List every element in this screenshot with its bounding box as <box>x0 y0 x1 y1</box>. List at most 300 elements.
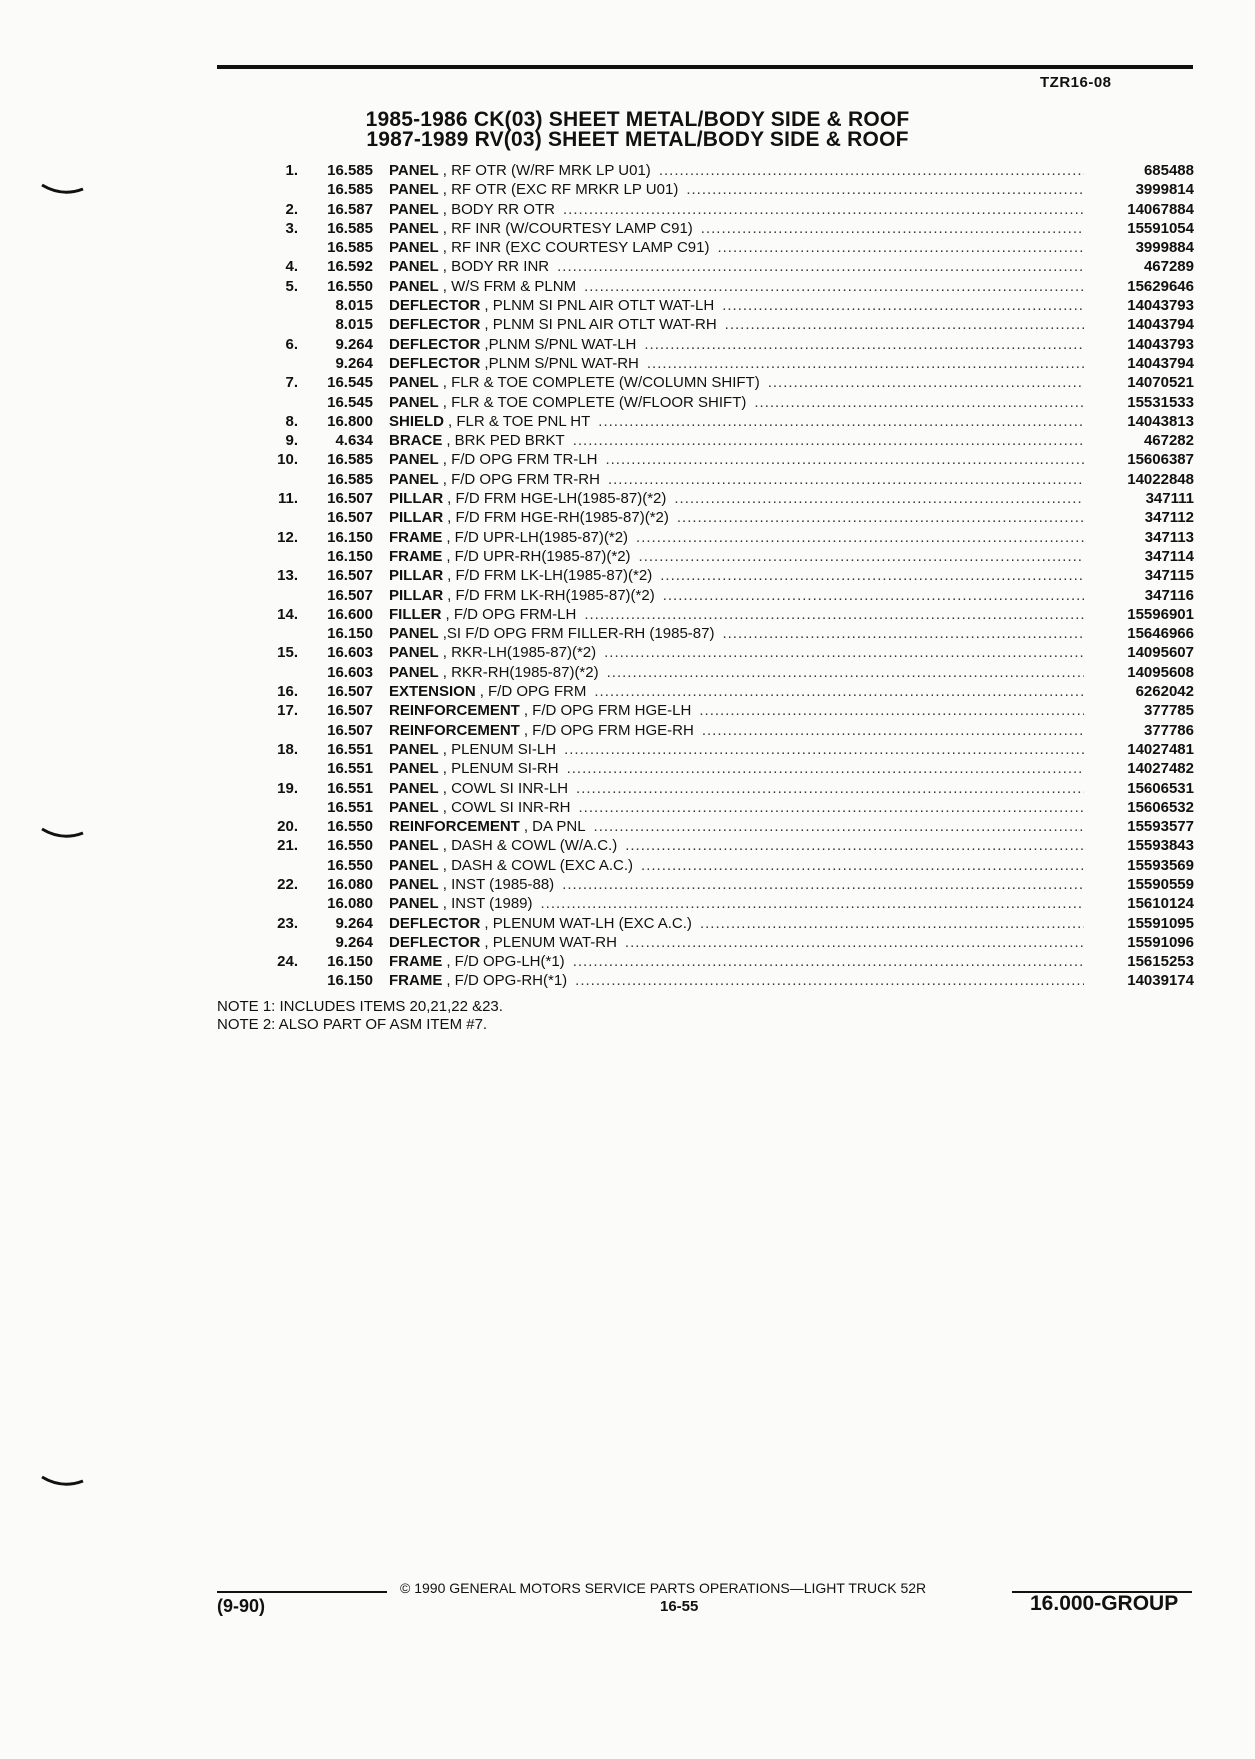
part-detail: , BRK PED BRKT <box>446 432 565 450</box>
part-row <box>0 431 1255 450</box>
part-description <box>389 219 1084 238</box>
part-description <box>389 740 1084 759</box>
group-number: 9.264 <box>335 354 373 372</box>
group-number: 9.264 <box>335 335 373 353</box>
part-description <box>389 701 1084 720</box>
group-number: 16.587 <box>327 200 373 218</box>
part-number: 347113 <box>1144 528 1194 546</box>
item-number: 19. <box>277 779 298 797</box>
part-row <box>0 257 1255 276</box>
group-number: 16.507 <box>327 683 373 701</box>
part-number: 15606531 <box>1127 779 1194 797</box>
part-description <box>389 277 1084 296</box>
item-number: 8. <box>285 412 298 430</box>
part-detail: , PLNM SI PNL AIR OTLT WAT-RH <box>484 316 717 334</box>
part-description <box>389 470 1084 489</box>
part-name: PANEL <box>389 760 439 778</box>
part-number: 467289 <box>1143 258 1194 276</box>
part-row <box>0 605 1255 624</box>
part-description <box>389 508 1084 527</box>
part-row <box>0 528 1255 547</box>
part-description <box>389 605 1084 624</box>
part-description <box>389 335 1084 354</box>
group-number: 16.545 <box>327 374 373 392</box>
part-number: 15606387 <box>1127 451 1194 469</box>
part-detail: , FLR & TOE PNL HT <box>448 412 591 430</box>
part-number: 14070521 <box>1127 374 1194 392</box>
part-detail: , F/D FRM LK-RH(1985-87)(*2) <box>447 586 655 604</box>
part-description <box>389 856 1084 875</box>
part-description <box>389 817 1084 836</box>
part-description <box>389 547 1084 566</box>
item-number: 23. <box>277 914 298 932</box>
group-label: 16.000-GROUP <box>1030 1592 1179 1615</box>
leader-dots <box>573 431 1084 450</box>
part-detail: , F/D OPG FRM <box>479 683 587 701</box>
part-detail: , FLR & TOE COMPLETE (W/COLUMN SHIFT) <box>442 374 760 392</box>
part-description <box>389 528 1084 547</box>
part-row <box>0 624 1255 643</box>
part-description <box>389 875 1084 894</box>
group-number: 16.080 <box>327 875 373 893</box>
part-name: DEFLECTOR <box>389 354 481 372</box>
part-row <box>0 894 1255 913</box>
part-description <box>389 759 1084 778</box>
copyright-text: © 1990 GENERAL MOTORS SERVICE PARTS OPERATIONS—LIGHT TRUCK 52R <box>400 1580 927 1596</box>
part-row <box>0 798 1255 817</box>
part-detail: , RF INR (EXC COURTESY LAMP C91) <box>442 239 710 257</box>
leader-dots <box>701 219 1084 238</box>
item-number: 16. <box>277 683 298 701</box>
group-number: 16.600 <box>327 605 373 623</box>
item-number: 11. <box>277 490 298 508</box>
leader-dots <box>567 759 1084 778</box>
part-row <box>0 219 1255 238</box>
part-name: DEFLECTOR <box>389 335 481 353</box>
part-row <box>0 393 1255 412</box>
part-name: PANEL <box>389 798 439 816</box>
part-name: PANEL <box>389 219 439 237</box>
part-name: REINFORCEMENT <box>389 818 520 836</box>
part-row <box>0 952 1255 971</box>
part-detail: , BODY RR OTR <box>442 200 555 218</box>
part-number: 6262042 <box>1135 683 1194 701</box>
part-number: 14043793 <box>1127 297 1194 315</box>
part-number: 347112 <box>1144 509 1194 527</box>
group-number: 8.015 <box>335 316 373 334</box>
part-row <box>0 200 1255 219</box>
leader-dots <box>576 779 1084 798</box>
part-description <box>389 200 1084 219</box>
leader-dots <box>557 257 1084 276</box>
group-number: 16.150 <box>327 528 373 546</box>
part-name: SHIELD <box>389 412 445 430</box>
leader-dots <box>575 971 1084 990</box>
item-number: 17. <box>277 702 298 720</box>
leader-dots <box>584 605 1084 624</box>
part-row <box>0 586 1255 605</box>
group-number: 16.585 <box>327 451 373 469</box>
leader-dots <box>579 798 1084 817</box>
group-number: 16.551 <box>327 779 373 797</box>
group-number: 16.585 <box>327 219 373 237</box>
part-name: PANEL <box>389 277 439 295</box>
part-description <box>389 161 1084 180</box>
binder-hole-mark <box>40 183 85 195</box>
part-detail: , PLENUM SI-RH <box>442 760 559 778</box>
part-row <box>0 682 1255 701</box>
item-number: 5. <box>285 277 298 295</box>
part-name: PANEL <box>389 374 439 392</box>
item-number: 2. <box>285 200 298 218</box>
part-name: PANEL <box>389 856 439 874</box>
part-name: DEFLECTOR <box>389 316 481 334</box>
part-name: PANEL <box>389 740 439 758</box>
part-name: PANEL <box>389 162 439 179</box>
part-detail: , INST (1985-88) <box>442 875 555 893</box>
part-detail: ,PLNM S/PNL WAT-LH <box>484 335 637 353</box>
leader-dots <box>754 393 1084 412</box>
part-row <box>0 335 1255 354</box>
group-number: 16.550 <box>327 856 373 874</box>
part-detail: , DASH & COWL (W/A.C.) <box>442 837 618 855</box>
part-row <box>0 566 1255 585</box>
leader-dots <box>674 489 1084 508</box>
part-name: REINFORCEMENT <box>389 702 520 720</box>
group-number: 8.015 <box>335 297 373 315</box>
part-row <box>0 161 1255 180</box>
part-name: PILLAR <box>389 567 444 585</box>
leader-dots <box>636 528 1084 547</box>
item-number: 1. <box>285 162 298 179</box>
part-row <box>0 740 1255 759</box>
part-detail: , F/D OPG FRM TR-LH <box>442 451 598 469</box>
part-row <box>0 489 1255 508</box>
part-detail: ,SI F/D OPG FRM FILLER-RH (1985-87) <box>442 625 715 643</box>
part-description <box>389 431 1084 450</box>
part-name: PANEL <box>389 200 439 218</box>
part-number: 15596901 <box>1127 605 1194 623</box>
part-row <box>0 817 1255 836</box>
part-detail: , RF INR (W/COURTESY LAMP C91) <box>442 219 693 237</box>
group-number: 16.550 <box>327 818 373 836</box>
part-description <box>389 971 1084 990</box>
part-description <box>389 933 1084 952</box>
part-name: FRAME <box>389 972 443 990</box>
part-row <box>0 721 1255 740</box>
part-name: PANEL <box>389 181 439 199</box>
part-row <box>0 914 1255 933</box>
part-name: BRACE <box>389 432 443 450</box>
item-number: 6. <box>285 335 298 353</box>
part-name: REINFORCEMENT <box>389 721 520 739</box>
part-number: 15593569 <box>1127 856 1194 874</box>
leader-dots <box>594 682 1084 701</box>
part-number: 14095607 <box>1127 644 1194 662</box>
group-number: 9.264 <box>335 933 373 951</box>
part-number: 377785 <box>1143 702 1194 720</box>
part-detail: , F/D UPR-LH(1985-87)(*2) <box>446 528 629 546</box>
leader-dots <box>598 412 1084 431</box>
part-row <box>0 315 1255 334</box>
item-number: 15. <box>277 644 298 662</box>
part-row <box>0 373 1255 392</box>
leader-dots <box>639 547 1084 566</box>
leader-dots <box>641 856 1084 875</box>
part-number: 347115 <box>1144 567 1194 585</box>
part-name: FRAME <box>389 953 443 971</box>
leader-dots <box>608 470 1084 489</box>
part-description <box>389 779 1084 798</box>
part-name: PANEL <box>389 393 439 411</box>
part-row <box>0 470 1255 489</box>
part-detail: , RF OTR (EXC RF MRKR LP U01) <box>442 181 679 199</box>
part-number: 15629646 <box>1127 277 1194 295</box>
part-number: 347114 <box>1144 547 1194 565</box>
part-number: 15610124 <box>1127 895 1194 913</box>
part-name: PANEL <box>389 663 439 681</box>
group-number: 9.264 <box>335 914 373 932</box>
part-detail: , F/D UPR-RH(1985-87)(*2) <box>446 547 631 565</box>
part-name: PILLAR <box>389 509 444 527</box>
title-line-1: 1985-1986 CK(03) SHEET METAL/BODY SIDE & ROOF <box>365 108 910 131</box>
group-number: 16.507 <box>327 721 373 739</box>
part-detail: , DASH & COWL (EXC A.C.) <box>442 856 634 874</box>
item-number: 12. <box>277 528 298 546</box>
group-number: 16.603 <box>327 644 373 662</box>
leader-dots <box>722 624 1084 643</box>
leader-dots <box>604 643 1084 662</box>
part-description <box>389 836 1084 855</box>
part-name: PANEL <box>389 779 439 797</box>
group-number: 16.592 <box>327 258 373 276</box>
part-number: 14039174 <box>1127 972 1194 990</box>
part-detail: , F/D FRM HGE-LH(1985-87)(*2) <box>447 490 667 508</box>
document-code: TZR16-08 <box>1040 74 1112 91</box>
revision-date: (9-90) <box>217 1596 266 1616</box>
leader-dots <box>564 740 1084 759</box>
part-description <box>389 257 1084 276</box>
part-name: FRAME <box>389 547 443 565</box>
leader-dots <box>594 817 1084 836</box>
page-title <box>0 110 1255 150</box>
part-detail: , F/D OPG FRM HGE-LH <box>523 702 692 720</box>
part-detail: , RKR-LH(1985-87)(*2) <box>442 644 597 662</box>
leader-dots <box>541 894 1085 913</box>
part-number: 467282 <box>1143 432 1194 450</box>
group-number: 16.150 <box>327 625 373 643</box>
group-number: 16.551 <box>327 798 373 816</box>
part-name: PANEL <box>389 895 439 913</box>
part-name: PANEL <box>389 875 439 893</box>
part-description <box>389 180 1084 199</box>
item-number: 9. <box>285 432 298 450</box>
title-line-2: 1987-1989 RV(03) SHEET METAL/BODY SIDE & ROOF <box>366 128 909 151</box>
part-name: PANEL <box>389 258 439 276</box>
group-number: 16.550 <box>327 277 373 295</box>
leader-dots <box>699 701 1084 720</box>
part-description <box>389 914 1084 933</box>
part-row <box>0 836 1255 855</box>
part-number: 14043813 <box>1127 412 1194 430</box>
part-name: PANEL <box>389 239 439 257</box>
leader-dots <box>663 586 1084 605</box>
part-number: 15531533 <box>1127 393 1194 411</box>
group-number: 16.507 <box>327 702 373 720</box>
binder-hole-mark <box>40 1475 85 1487</box>
part-number: 15615253 <box>1127 953 1194 971</box>
footer-rule-left <box>217 1591 387 1593</box>
part-row <box>0 412 1255 431</box>
part-name: PANEL <box>389 625 439 643</box>
group-number: 16.507 <box>327 586 373 604</box>
item-number: 3. <box>285 219 298 237</box>
leader-dots <box>702 721 1084 740</box>
part-detail: , W/S FRM & PLNM <box>442 277 577 295</box>
part-number: 15591054 <box>1127 219 1194 237</box>
leader-dots <box>660 566 1084 585</box>
part-name: PANEL <box>389 451 439 469</box>
part-name: FRAME <box>389 528 443 546</box>
part-detail: , RKR-RH(1985-87)(*2) <box>442 663 599 681</box>
item-number: 13. <box>277 567 298 585</box>
page-number: 16-55 <box>660 1598 699 1615</box>
item-number: 22. <box>277 875 298 893</box>
leader-dots <box>647 354 1084 373</box>
leader-dots <box>573 952 1084 971</box>
leader-dots <box>725 315 1084 334</box>
leader-dots <box>584 277 1084 296</box>
notes <box>217 998 503 1034</box>
part-detail: , PLENUM SI-LH <box>442 740 557 758</box>
group-number: 16.150 <box>327 547 373 565</box>
item-number: 10. <box>277 451 298 469</box>
part-detail: , COWL SI INR-LH <box>442 779 569 797</box>
part-detail: , BODY RR INR <box>442 258 550 276</box>
group-number: 16.550 <box>327 837 373 855</box>
part-number: 14043794 <box>1127 354 1194 372</box>
part-description <box>389 643 1084 662</box>
group-number: 4.634 <box>335 432 373 450</box>
part-detail: , F/D OPG FRM TR-RH <box>442 470 600 488</box>
top-rule <box>217 65 1193 69</box>
part-number: 15590559 <box>1127 875 1194 893</box>
part-row <box>0 296 1255 315</box>
group-number: 16.585 <box>327 181 373 199</box>
leader-dots <box>625 933 1084 952</box>
group-number: 16.080 <box>327 895 373 913</box>
item-number: 14. <box>277 605 298 623</box>
part-number: 15593577 <box>1127 818 1194 836</box>
part-number: 15593843 <box>1127 837 1194 855</box>
part-number: 14022848 <box>1127 470 1194 488</box>
leader-dots <box>562 875 1084 894</box>
item-number: 20. <box>277 818 298 836</box>
part-number: 685488 <box>1143 162 1194 179</box>
part-number: 347111 <box>1145 490 1194 508</box>
part-number: 3999884 <box>1135 239 1194 257</box>
parts-list <box>0 161 1255 991</box>
part-name: PILLAR <box>389 586 444 604</box>
part-row <box>0 971 1255 990</box>
part-row <box>0 180 1255 199</box>
part-description <box>389 354 1084 373</box>
part-row <box>0 933 1255 952</box>
group-number: 16.585 <box>327 470 373 488</box>
part-description <box>389 682 1084 701</box>
part-description <box>389 315 1084 334</box>
part-description <box>389 663 1084 682</box>
part-name: PANEL <box>389 470 439 488</box>
note-2: NOTE 2: ALSO PART OF ASM ITEM #7. <box>217 1016 488 1033</box>
part-detail: , PLENUM WAT-RH <box>484 933 617 951</box>
part-name: PANEL <box>389 837 439 855</box>
part-detail: , F/D FRM HGE-RH(1985-87)(*2) <box>447 509 669 527</box>
part-row <box>0 277 1255 296</box>
part-number: 14043793 <box>1127 335 1194 353</box>
part-row <box>0 759 1255 778</box>
part-description <box>389 373 1084 392</box>
part-detail: , RF OTR (W/RF MRK LP U01) <box>442 162 651 179</box>
leader-dots <box>700 914 1084 933</box>
part-detail: , F/D OPG-LH(*1) <box>446 953 565 971</box>
part-number: 14095608 <box>1127 663 1194 681</box>
part-detail: , F/D OPG-RH(*1) <box>446 972 568 990</box>
part-detail: , F/D OPG FRM-LH <box>445 605 577 623</box>
binder-hole-mark <box>40 827 85 839</box>
leader-dots <box>677 508 1084 527</box>
group-number: 16.150 <box>327 953 373 971</box>
part-detail: , FLR & TOE COMPLETE (W/FLOOR SHIFT) <box>442 393 747 411</box>
leader-dots <box>768 373 1084 392</box>
part-number: 347116 <box>1144 586 1194 604</box>
leader-dots <box>625 836 1084 855</box>
part-description <box>389 296 1084 315</box>
group-number: 16.545 <box>327 393 373 411</box>
leader-dots <box>686 180 1084 199</box>
part-row <box>0 238 1255 257</box>
item-number: 21. <box>277 837 298 855</box>
group-number: 16.507 <box>327 567 373 585</box>
part-number: 14043794 <box>1127 316 1194 334</box>
part-row <box>0 856 1255 875</box>
part-detail: , PLENUM WAT-LH (EXC A.C.) <box>484 914 692 932</box>
part-number: 14067884 <box>1127 200 1194 218</box>
part-detail: , INST (1989) <box>442 895 533 913</box>
note-1: NOTE 1: INCLUDES ITEMS 20,21,22 &23. <box>217 998 503 1015</box>
group-number: 16.507 <box>327 509 373 527</box>
leader-dots <box>605 450 1084 469</box>
part-name: DEFLECTOR <box>389 933 481 951</box>
group-number: 16.551 <box>327 740 373 758</box>
part-row <box>0 663 1255 682</box>
part-row <box>0 643 1255 662</box>
group-number: 16.585 <box>327 162 373 179</box>
leader-dots <box>659 161 1084 180</box>
group-number: 16.551 <box>327 760 373 778</box>
item-number: 7. <box>285 374 298 392</box>
part-row <box>0 875 1255 894</box>
leader-dots <box>644 335 1084 354</box>
part-number: 14027481 <box>1127 740 1194 758</box>
part-detail: , F/D OPG FRM HGE-RH <box>523 721 694 739</box>
part-description <box>389 894 1084 913</box>
part-description <box>389 489 1084 508</box>
item-number: 18. <box>277 740 298 758</box>
item-number: 24. <box>277 953 298 971</box>
part-number: 3999814 <box>1135 181 1194 199</box>
part-detail: , F/D FRM LK-LH(1985-87)(*2) <box>447 567 653 585</box>
